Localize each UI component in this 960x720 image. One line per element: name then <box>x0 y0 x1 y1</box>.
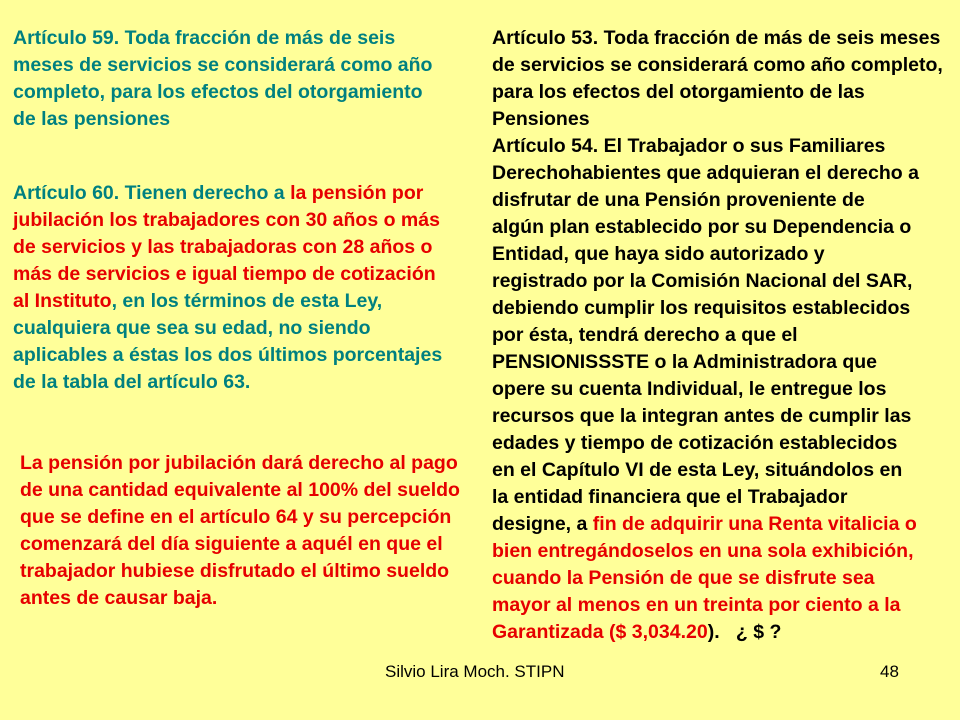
text-line: para los efectos del otorgamiento de las <box>492 81 865 103</box>
text-line: Artículo 59. Toda fracción de más de seis <box>13 27 396 49</box>
articulo-59 <box>13 25 432 133</box>
text-span: Garantizada ($ 3,034.20 <box>492 621 708 643</box>
text-line: en el Capítulo VI de esta Ley, situándolos en <box>492 459 903 481</box>
text-line: antes de causar baja. <box>20 587 218 609</box>
page-number: 48 <box>880 662 899 681</box>
text-line: aplicables a éstas los dos últimos porcentajes <box>13 344 443 366</box>
text-line: recursos que la integran antes de cumplir las <box>492 405 912 427</box>
text-line: cualquiera que sea su edad, no siendo <box>13 317 371 339</box>
text-line: disfrutar de una Pensión proveniente de <box>492 189 865 211</box>
text-line <box>13 180 442 207</box>
pension-jubilacion <box>20 450 460 612</box>
text-line: de servicios y las trabajadoras con 28 años o <box>13 236 433 258</box>
text-line: de la tabla del artículo 63. <box>13 371 251 393</box>
text-span: Artículo 60. Tienen derecho a <box>13 182 291 204</box>
text-line: bien entregándoselos en una sola exhibición, <box>492 540 914 562</box>
text-line: de servicios se considerará como año completo, <box>492 54 943 76</box>
text-line: mayor al menos en un treinta por ciento a la <box>492 594 901 616</box>
text-span: la pensión por <box>290 182 424 204</box>
text-line: cuando la Pensión de que se disfrute sea <box>492 567 875 589</box>
text-span: al Instituto <box>13 290 112 312</box>
text-line: Artículo 53. Toda fracción de más de seis meses <box>492 27 941 49</box>
text-span: designe, a <box>492 513 593 535</box>
text-line: completo, para los efectos del otorgamiento <box>13 81 423 103</box>
text-line: Entidad, que haya sido autorizado y <box>492 243 825 265</box>
text-line <box>492 511 943 538</box>
text-line: algún plan establecido por su Dependencia o <box>492 216 912 238</box>
text-line <box>13 288 442 315</box>
text-line: Artículo 54. El Trabajador o sus Familiares <box>492 135 886 157</box>
text-line: edades y tiempo de cotización establecidos <box>492 432 898 454</box>
text-span: , en los términos de esta Ley, <box>111 290 383 312</box>
text-line: debiendo cumplir los requisitos establecidos <box>492 297 911 319</box>
text-line: más de servicios e igual tiempo de cotización <box>13 263 436 285</box>
text-line: registrado por la Comisión Nacional del SAR, <box>492 270 913 292</box>
text-line: comenzará del día siguiente a aquél en que el <box>20 533 443 555</box>
text-span: fin de adquirir una Renta vitalicia o <box>592 513 917 535</box>
text-line: jubilación los trabajadores con 30 años o más <box>13 209 440 231</box>
text-line: la entidad financiera que el Trabajador <box>492 486 848 508</box>
text-line: PENSIONISSSTE o la Administradora que <box>492 351 878 373</box>
articulo-53-54 <box>492 25 943 646</box>
text-line: opere su cuenta Individual, le entregue los <box>492 378 887 400</box>
question-mark-text: ¿ $ ? <box>735 621 782 643</box>
articulo-60 <box>13 180 442 396</box>
text-line <box>492 619 943 646</box>
text-line: Pensiones <box>492 108 590 130</box>
text-span: ). <box>707 621 736 643</box>
text-line: por ésta, tendrá derecho a que el <box>492 324 798 346</box>
text-line: Derechohabientes que adquieran el derecho a <box>492 162 919 184</box>
footer-author: Silvio Lira Moch. STIPN <box>385 662 565 681</box>
text-line: trabajador hubiese disfrutado el último sueldo <box>20 560 450 582</box>
text-line: que se define en el artículo 64 y su percepción <box>20 506 452 528</box>
text-line: de las pensiones <box>13 108 171 130</box>
text-line: de una cantidad equivalente al 100% del sueldo <box>20 479 460 501</box>
text-line: meses de servicios se considerará como año <box>13 54 433 76</box>
text-line: La pensión por jubilación dará derecho al pago <box>20 452 458 474</box>
